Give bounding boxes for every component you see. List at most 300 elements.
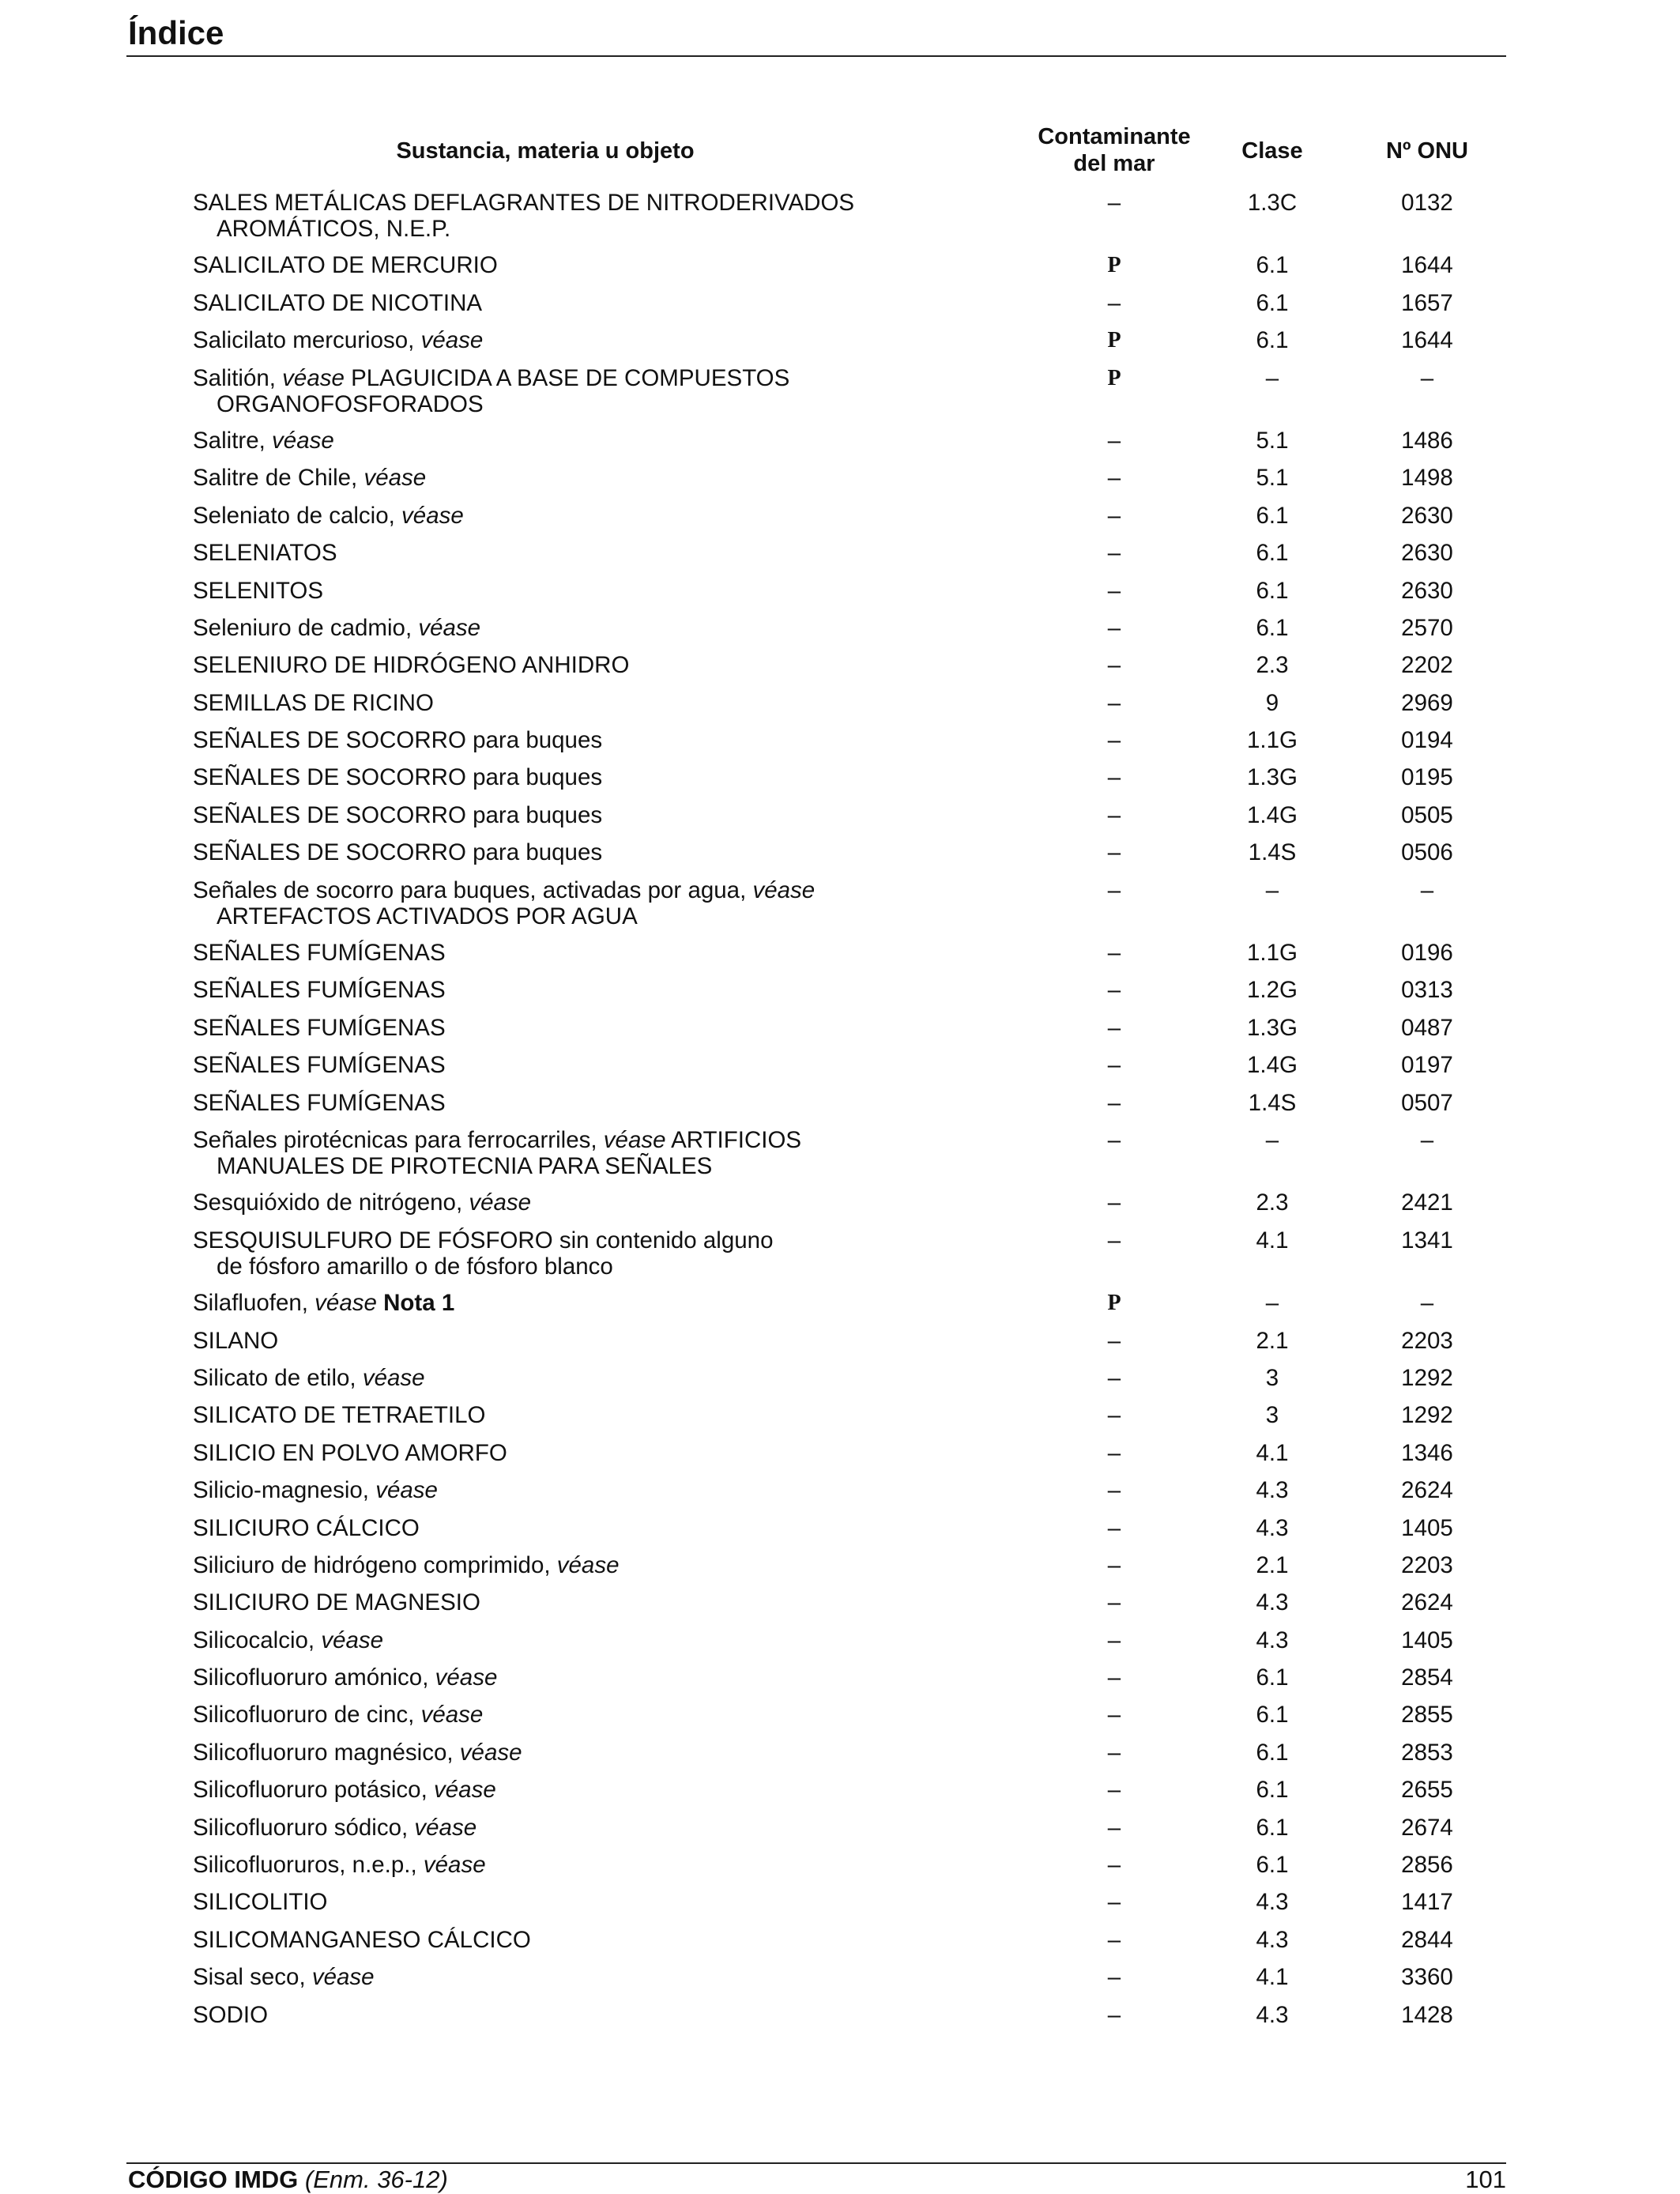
see-reference: véase xyxy=(423,1852,486,1879)
substance-name xyxy=(193,1889,1023,1915)
un-number-cell: 2655 xyxy=(1401,1777,1453,1804)
see-reference: véase xyxy=(603,1126,666,1153)
marine-pollutant-cell: – xyxy=(1107,1739,1121,1766)
class-cell: 6.1 xyxy=(1256,614,1289,641)
substance-name xyxy=(193,465,1023,491)
footer-code-title: CÓDIGO IMDG xyxy=(128,2166,299,2193)
table-row xyxy=(0,462,1680,499)
marine-pollutant-cell: – xyxy=(1107,502,1121,529)
un-number-cell: 2674 xyxy=(1401,1814,1453,1841)
table-row xyxy=(0,1325,1680,1362)
marine-pollutant-cell: – xyxy=(1107,1889,1121,1916)
class-cell: 6.1 xyxy=(1256,1777,1289,1804)
substance-name xyxy=(193,1552,1023,1578)
un-number-cell: 2421 xyxy=(1401,1189,1453,1216)
un-number-cell: 2853 xyxy=(1401,1739,1453,1766)
substance-name-text: Silicofluoruro de cinc, xyxy=(193,1702,415,1728)
un-number-cell: 3360 xyxy=(1401,1964,1453,1991)
un-number-cell: 2624 xyxy=(1401,1477,1453,1504)
substance-name-continuation: AROMÁTICOS, N.E.P. xyxy=(217,216,451,242)
substance-name xyxy=(193,327,1023,353)
substance-name-text: SEÑALES FUMÍGENAS xyxy=(193,1052,446,1079)
table-row xyxy=(0,1474,1680,1511)
substance-name-text: SALES METÁLICAS DEFLAGRANTES DE NITRODERIVADOS xyxy=(193,190,855,216)
substance-name xyxy=(193,1189,1023,1216)
substance-name-text: Silicofluoruro amónico, xyxy=(193,1664,429,1691)
marine-pollutant-cell: – xyxy=(1107,801,1121,828)
class-cell: 6.1 xyxy=(1256,577,1289,604)
marine-pollutant-cell: – xyxy=(1107,1852,1121,1879)
page-title: Índice xyxy=(128,14,224,51)
un-number-cell: 1498 xyxy=(1401,465,1453,492)
class-cell: 1.3G xyxy=(1247,764,1298,791)
substance-name-text: Salicilato mercurioso, xyxy=(193,327,415,354)
substance-name-text: Seleniato de calcio, xyxy=(193,502,395,529)
table-row xyxy=(0,612,1680,649)
substance-name xyxy=(193,1589,1023,1615)
header-rule xyxy=(126,55,1506,57)
table-row xyxy=(0,1774,1680,1811)
class-cell: 4.3 xyxy=(1256,2001,1289,2028)
substance-name xyxy=(193,1477,1023,1503)
substance-name xyxy=(193,652,1023,678)
un-number-cell: 0196 xyxy=(1401,940,1453,967)
marine-pollutant-cell: – xyxy=(1107,1777,1121,1804)
substance-name xyxy=(193,1052,1023,1078)
un-number-cell: – xyxy=(1420,364,1434,391)
footer-amendment: (Enm. 36-12) xyxy=(304,2166,448,2193)
substance-name xyxy=(193,2002,1023,2028)
table-row xyxy=(0,1224,1680,1287)
un-number-cell: 2630 xyxy=(1401,502,1453,529)
see-reference: véase xyxy=(420,1702,484,1728)
substance-name-text: SEÑALES FUMÍGENAS xyxy=(193,1089,446,1116)
class-cell: 1.4G xyxy=(1247,801,1298,828)
substance-name-text: Sisal seco, xyxy=(193,1964,306,1991)
see-reference: véase xyxy=(752,876,816,903)
un-number-cell: 0313 xyxy=(1401,977,1453,1004)
marine-pollutant-cell: – xyxy=(1107,1189,1121,1216)
un-number-cell: 2203 xyxy=(1401,1551,1453,1578)
column-header-marine-pollutant-line2: del mar xyxy=(1073,151,1155,176)
class-cell: 2.3 xyxy=(1256,1189,1289,1216)
substance-name-text: SILICIURO DE MAGNESIO xyxy=(193,1589,480,1616)
class-cell: 5.1 xyxy=(1256,465,1289,492)
un-number-cell: 1292 xyxy=(1401,1402,1453,1429)
substance-name xyxy=(193,1090,1023,1116)
class-cell: 2.1 xyxy=(1256,1551,1289,1578)
table-row xyxy=(0,1437,1680,1474)
see-reference: véase xyxy=(556,1551,620,1578)
class-cell: 3 xyxy=(1265,1364,1279,1391)
see-reference: véase xyxy=(321,1627,384,1653)
substance-name-text: SODIO xyxy=(193,2001,269,2028)
marine-pollutant-cell: P xyxy=(1107,365,1121,390)
un-number-cell: 1341 xyxy=(1401,1227,1453,1253)
substance-name xyxy=(193,727,1023,753)
column-header-class: Clase xyxy=(1241,138,1303,164)
substance-name xyxy=(193,615,1023,641)
class-cell: 4.3 xyxy=(1256,1627,1289,1653)
see-reference: véase xyxy=(469,1189,532,1216)
substance-name-text: SALICILATO DE MERCURIO xyxy=(193,252,498,279)
un-number-cell: 2630 xyxy=(1401,540,1453,567)
see-reference: véase xyxy=(459,1739,522,1766)
table-row xyxy=(0,1661,1680,1698)
substance-name-text: SILICIURO CÁLCICO xyxy=(193,1514,420,1541)
column-header-substance: Sustancia, materia u objeto xyxy=(396,138,695,164)
class-cell: 1.3C xyxy=(1247,190,1298,216)
marine-pollutant-cell: – xyxy=(1107,689,1121,716)
footer-publication xyxy=(128,2166,448,2194)
marine-pollutant-cell: – xyxy=(1107,1089,1121,1116)
substance-name-continuation: ARTEFACTOS ACTIVADOS POR AGUA xyxy=(217,903,638,929)
un-number-cell: – xyxy=(1420,876,1434,903)
un-number-cell: 0195 xyxy=(1401,764,1453,791)
marine-pollutant-cell: – xyxy=(1107,876,1121,903)
substance-name-text: Silicofluoruros, n.e.p., xyxy=(193,1852,417,1879)
substance-name-text: Seleniuro de cadmio, xyxy=(193,614,412,641)
substance-name xyxy=(193,1740,1023,1766)
marine-pollutant-cell: – xyxy=(1107,1364,1121,1391)
table-row xyxy=(0,1087,1680,1124)
marine-pollutant-cell: – xyxy=(1107,839,1121,866)
class-cell: 5.1 xyxy=(1256,427,1289,454)
table-row xyxy=(0,1849,1680,1886)
substance-name-text: Señales pirotécnicas para ferrocarriles, xyxy=(193,1126,597,1153)
substance-name xyxy=(193,1815,1023,1841)
substance-name-text: SEMILLAS DE RICINO xyxy=(193,689,434,716)
column-header-marine-pollutant-line1: Contaminante xyxy=(1038,124,1191,149)
see-reference: véase xyxy=(420,327,484,354)
marine-pollutant-cell: – xyxy=(1107,465,1121,492)
marine-pollutant-cell: – xyxy=(1107,652,1121,679)
class-cell: 4.3 xyxy=(1256,1926,1289,1953)
class-cell: 1.4G xyxy=(1247,1052,1298,1079)
table-row xyxy=(0,1512,1680,1549)
un-number-cell: – xyxy=(1420,1290,1434,1317)
substance-name xyxy=(193,540,1023,566)
table-row xyxy=(0,1924,1680,1961)
marine-pollutant-cell: – xyxy=(1107,1814,1121,1841)
substance-name-text: SILICOMANGANESO CÁLCICO xyxy=(193,1926,531,1953)
class-cell: 4.3 xyxy=(1256,1589,1289,1616)
see-reference: véase xyxy=(363,465,427,492)
substance-name-text: SEÑALES DE SOCORRO para buques xyxy=(193,764,603,791)
substance-name xyxy=(193,1365,1023,1391)
substance-name xyxy=(193,802,1023,828)
table-row xyxy=(0,836,1680,873)
substance-name-text: SELENITOS xyxy=(193,577,324,604)
class-cell: 6.1 xyxy=(1256,540,1289,567)
class-cell: 1.3G xyxy=(1247,1014,1298,1041)
un-number-cell: 2854 xyxy=(1401,1664,1453,1691)
see-reference: véase xyxy=(272,427,334,454)
marine-pollutant-cell: – xyxy=(1107,764,1121,791)
class-cell: 1.1G xyxy=(1247,727,1298,754)
substance-name-text: Salitre, xyxy=(193,427,266,454)
un-number-cell: – xyxy=(1420,1126,1434,1153)
substance-name xyxy=(193,839,1023,865)
un-number-cell: 1405 xyxy=(1401,1627,1453,1653)
substance-name-text: Silicofluoruro potásico, xyxy=(193,1777,428,1804)
class-cell: 1.4S xyxy=(1248,1089,1297,1116)
table-row xyxy=(0,649,1680,686)
table-row xyxy=(0,1999,1680,2036)
un-number-cell: 1657 xyxy=(1401,289,1453,316)
un-number-cell: 2202 xyxy=(1401,652,1453,679)
table-row xyxy=(0,1586,1680,1623)
class-cell: 6.1 xyxy=(1256,1702,1289,1728)
substance-name-text: Salitre de Chile, xyxy=(193,465,358,492)
class-cell: 4.1 xyxy=(1256,1964,1289,1991)
substance-name xyxy=(193,1852,1023,1878)
substance-name-text: SILANO xyxy=(193,1327,279,1354)
see-reference: véase xyxy=(434,1777,496,1804)
table-row xyxy=(0,324,1680,361)
marine-pollutant-cell: – xyxy=(1107,1551,1121,1578)
substance-name xyxy=(193,365,1023,417)
substance-name-text: Silafluofen, xyxy=(193,1290,308,1317)
table-row xyxy=(0,1012,1680,1049)
class-cell: 6.1 xyxy=(1256,1664,1289,1691)
table-row xyxy=(0,799,1680,836)
table-row xyxy=(0,499,1680,537)
un-number-cell: 0487 xyxy=(1401,1014,1453,1041)
substance-name xyxy=(193,1515,1023,1541)
see-reference: véase xyxy=(362,1364,425,1391)
class-cell: 6.1 xyxy=(1256,502,1289,529)
class-cell: 6.1 xyxy=(1256,289,1289,316)
table-row xyxy=(0,1399,1680,1436)
column-header-un-number: Nº ONU xyxy=(1385,138,1469,164)
substance-name-text: Silicato de etilo, xyxy=(193,1364,356,1391)
table-row xyxy=(0,287,1680,324)
page-number: 101 xyxy=(1465,2166,1506,2193)
marine-pollutant-cell: P xyxy=(1107,328,1121,353)
un-number-cell: 1417 xyxy=(1401,1889,1453,1916)
substance-name xyxy=(193,1702,1023,1728)
table-row xyxy=(0,362,1680,424)
marine-pollutant-cell: – xyxy=(1107,1402,1121,1429)
substance-name-text: SEÑALES DE SOCORRO para buques xyxy=(193,727,603,754)
class-cell: 4.1 xyxy=(1256,1227,1289,1253)
class-cell: 6.1 xyxy=(1256,1739,1289,1766)
marine-pollutant-cell: P xyxy=(1107,1291,1121,1316)
class-cell: 6.1 xyxy=(1256,1852,1289,1879)
class-cell: – xyxy=(1265,1126,1279,1153)
table-row xyxy=(0,1049,1680,1086)
substance-name-text: Siliciuro de hidrógeno comprimido, xyxy=(193,1551,551,1578)
marine-pollutant-cell: – xyxy=(1107,1926,1121,1953)
un-number-cell: 1428 xyxy=(1401,2001,1453,2028)
marine-pollutant-cell: – xyxy=(1107,1477,1121,1504)
table-header xyxy=(0,119,1680,182)
substance-name-text: Sesquióxido de nitrógeno, xyxy=(193,1189,463,1216)
table-row xyxy=(0,974,1680,1011)
see-target: PLAGUICIDA A BASE DE COMPUESTOS xyxy=(351,364,790,391)
marine-pollutant-cell: – xyxy=(1107,1126,1121,1153)
substance-name-text: SILICIO EN POLVO AMORFO xyxy=(193,1439,507,1466)
marine-pollutant-cell: – xyxy=(1107,614,1121,641)
substance-name-text: SESQUISULFURO DE FÓSFORO sin contenido alguno xyxy=(193,1227,774,1253)
table-row xyxy=(0,1124,1680,1186)
see-reference: véase xyxy=(435,1664,498,1691)
marine-pollutant-cell: – xyxy=(1107,727,1121,754)
un-number-cell: 2856 xyxy=(1401,1852,1453,1879)
substance-name-text: SEÑALES FUMÍGENAS xyxy=(193,940,446,967)
see-reference: véase xyxy=(375,1477,438,1504)
see-reference: véase xyxy=(282,364,345,391)
substance-name xyxy=(193,1015,1023,1041)
substance-name xyxy=(193,764,1023,790)
table-row xyxy=(0,1624,1680,1661)
substance-name xyxy=(193,877,1023,929)
class-cell: 9 xyxy=(1265,689,1279,716)
class-cell: 1.1G xyxy=(1247,940,1298,967)
substance-name-text: Salitión, xyxy=(193,364,276,391)
marine-pollutant-cell: – xyxy=(1107,1514,1121,1541)
un-number-cell: 0507 xyxy=(1401,1089,1453,1116)
table-row xyxy=(0,1287,1680,1324)
see-reference: véase xyxy=(311,1964,375,1991)
substance-name xyxy=(193,1127,1023,1179)
marine-pollutant-cell: – xyxy=(1107,1439,1121,1466)
substance-name xyxy=(193,690,1023,716)
see-reference: véase xyxy=(401,502,464,529)
class-cell: 4.1 xyxy=(1256,1439,1289,1466)
substance-name xyxy=(193,290,1023,316)
marine-pollutant-cell: P xyxy=(1107,253,1121,278)
un-number-cell: 1346 xyxy=(1401,1439,1453,1466)
see-reference: véase xyxy=(414,1814,477,1841)
substance-name xyxy=(193,252,1023,278)
substance-name xyxy=(193,1328,1023,1354)
note-reference: Nota 1 xyxy=(383,1290,455,1317)
un-number-cell: 2630 xyxy=(1401,577,1453,604)
un-number-cell: 2203 xyxy=(1401,1327,1453,1354)
marine-pollutant-cell: – xyxy=(1107,190,1121,216)
class-cell: 1.2G xyxy=(1247,977,1298,1004)
marine-pollutant-cell: – xyxy=(1107,1589,1121,1616)
substance-name-text: Silicocalcio, xyxy=(193,1627,315,1653)
substance-name-text: SELENIURO DE HIDRÓGENO ANHIDRO xyxy=(193,652,630,679)
class-cell: 2.1 xyxy=(1256,1327,1289,1354)
substance-name xyxy=(193,578,1023,604)
un-number-cell: 1644 xyxy=(1401,252,1453,279)
marine-pollutant-cell: – xyxy=(1107,577,1121,604)
table-row xyxy=(0,1698,1680,1736)
un-number-cell: 0194 xyxy=(1401,727,1453,754)
table-row xyxy=(0,1961,1680,1998)
un-number-cell: 2570 xyxy=(1401,614,1453,641)
table-row xyxy=(0,937,1680,974)
marine-pollutant-cell: – xyxy=(1107,427,1121,454)
marine-pollutant-cell: – xyxy=(1107,540,1121,567)
see-reference: véase xyxy=(418,614,481,641)
substance-name-text: Señales de socorro para buques, activadas por agua, xyxy=(193,876,747,903)
class-cell: 4.3 xyxy=(1256,1477,1289,1504)
table-row xyxy=(0,424,1680,462)
table-row xyxy=(0,761,1680,798)
substance-name-continuation: ORGANOFOSFORADOS xyxy=(217,390,484,417)
un-number-cell: 0505 xyxy=(1401,801,1453,828)
table-row xyxy=(0,874,1680,937)
class-cell: 1.4S xyxy=(1248,839,1297,866)
substance-name xyxy=(193,1964,1023,1990)
marine-pollutant-cell: – xyxy=(1107,1014,1121,1041)
substance-name-text: SALICILATO DE NICOTINA xyxy=(193,289,483,316)
marine-pollutant-cell: – xyxy=(1107,1327,1121,1354)
substance-name-continuation: MANUALES DE PIROTECNIA PARA SEÑALES xyxy=(217,1152,713,1179)
marine-pollutant-cell: – xyxy=(1107,289,1121,316)
marine-pollutant-cell: – xyxy=(1107,2001,1121,2028)
class-cell: 6.1 xyxy=(1256,327,1289,354)
substance-name xyxy=(193,977,1023,1003)
un-number-cell: 2855 xyxy=(1401,1702,1453,1728)
table-row xyxy=(0,249,1680,286)
class-cell: 4.3 xyxy=(1256,1514,1289,1541)
substance-name xyxy=(193,428,1023,454)
marine-pollutant-cell: – xyxy=(1107,940,1121,967)
substance-name xyxy=(193,1440,1023,1466)
un-number-cell: 1405 xyxy=(1401,1514,1453,1541)
un-number-cell: 1486 xyxy=(1401,427,1453,454)
class-cell: 6.1 xyxy=(1256,1814,1289,1841)
un-number-cell: 0132 xyxy=(1401,190,1453,216)
marine-pollutant-cell: – xyxy=(1107,977,1121,1004)
table-row xyxy=(0,1811,1680,1849)
substance-name-text: SEÑALES FUMÍGENAS xyxy=(193,977,446,1004)
substance-name-text: SEÑALES FUMÍGENAS xyxy=(193,1014,446,1041)
substance-name xyxy=(193,940,1023,966)
substance-name-text: Silicofluoruro sódico, xyxy=(193,1814,409,1841)
table-row xyxy=(0,187,1680,249)
table-row xyxy=(0,537,1680,574)
substance-name-text: SELENIATOS xyxy=(193,540,337,567)
un-number-cell: 2969 xyxy=(1401,689,1453,716)
substance-name-text: Silicofluoruro magnésico, xyxy=(193,1739,454,1766)
substance-name xyxy=(193,1227,1023,1280)
class-cell: 2.3 xyxy=(1256,652,1289,679)
table-row xyxy=(0,724,1680,761)
see-target: ARTIFICIOS xyxy=(671,1126,802,1153)
substance-name xyxy=(193,1290,1023,1316)
un-number-cell: 0197 xyxy=(1401,1052,1453,1079)
table-row xyxy=(0,1549,1680,1586)
un-number-cell: 2844 xyxy=(1401,1926,1453,1953)
substance-name-text: SILICOLITIO xyxy=(193,1889,328,1916)
table-row xyxy=(0,575,1680,612)
see-reference: véase xyxy=(315,1290,377,1317)
marine-pollutant-cell: – xyxy=(1107,1702,1121,1728)
un-number-cell: 1292 xyxy=(1401,1364,1453,1391)
un-number-cell: 2624 xyxy=(1401,1589,1453,1616)
marine-pollutant-cell: – xyxy=(1107,1964,1121,1991)
un-number-cell: 1644 xyxy=(1401,327,1453,354)
substance-name-text: SEÑALES DE SOCORRO para buques xyxy=(193,839,603,866)
class-cell: 4.3 xyxy=(1256,1889,1289,1916)
marine-pollutant-cell: – xyxy=(1107,1627,1121,1653)
marine-pollutant-cell: – xyxy=(1107,1664,1121,1691)
substance-name xyxy=(193,1402,1023,1428)
table-row xyxy=(0,1886,1680,1923)
substance-name-continuation: de fósforo amarillo o de fósforo blanco xyxy=(217,1253,613,1280)
substance-name-text: SILICATO DE TETRAETILO xyxy=(193,1402,486,1429)
index-table-body xyxy=(0,187,1680,2036)
marine-pollutant-cell: – xyxy=(1107,1052,1121,1079)
class-cell: – xyxy=(1265,364,1279,391)
